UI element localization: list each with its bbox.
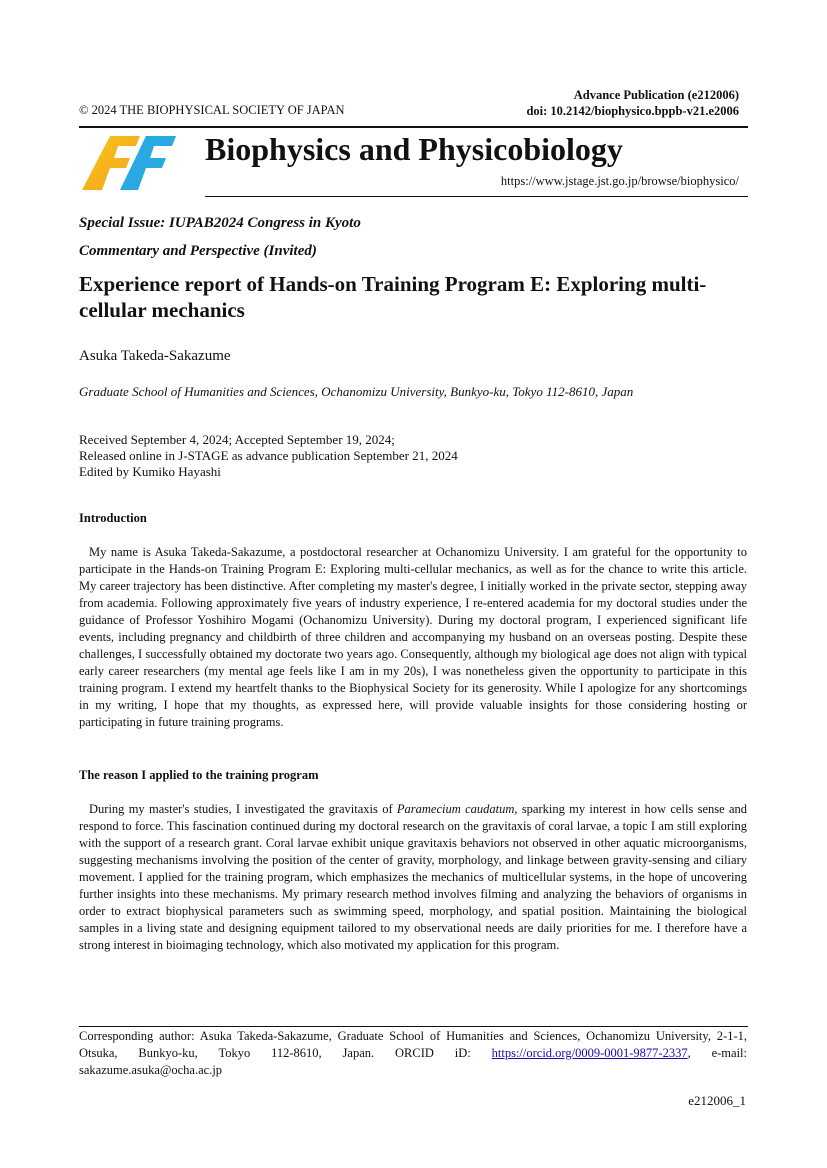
header-rule <box>79 126 748 128</box>
editor-line: Edited by Kumiko Hayashi <box>79 464 221 479</box>
footnote-text: Corresponding author: Asuka Takeda-Sakazume, Graduate School of Humanities and Sciences, Ochanomizu University, 2-1-1, Otsuka, Bunkyo-ku, Tokyo 112-8610, Japan. ORCID iD: <box>79 1029 747 1060</box>
journal-url[interactable]: https://www.jstage.jst.go.jp/browse/biophysico/ <box>500 174 739 188</box>
journal-rule <box>205 196 748 197</box>
reason-paragraph <box>79 801 747 954</box>
doi-label: doi: 10.2142/biophysico.bppb-v21.e2006 <box>526 104 739 118</box>
article-title: Experience report of Hands-on Training Program E: Exploring multi-cellular mechanics <box>79 272 707 322</box>
footnote-rule <box>79 1026 748 1027</box>
introduction-paragraph: My name is Asuka Takeda-Sakazume, a postdoctoral researcher at Ochanomizu University. I am grateful for the opportunity to participate in the Hands-on Training Program E: Exploring multi-cellular mechanics, as well as for the chance to write this article. My career trajectory has been distinctive. After completing my master's degree, I initially worked in the private sector, stepping away from academia. Following approximately five years of industry experience, I re-entered academia for my doctoral studies under the guidance of Professor Yoshihiro Mogami (Ochanomizu University). During my doctoral program, I experienced significant life events, including pregnancy and childbirth of three children and accompanying my husband on an overseas posting. Despite these challenges, I successfully obtained my doctorate two years ago. Consequently, although my biological age does not align with typical early career researchers (my mental age feels like I am in my 20s), I was nonetheless given the opportunity to participate in this training program. I extend my heartfelt thanks to the Biophysical Society for its generosity. While I apologize for any shortcomings in my writing, I hope that my thoughts, as expressed here, will provide valuable insights for those considering hosting or participating in future training programs. <box>79 545 747 729</box>
advance-publication-label: Advance Publication (e212006) <box>573 88 739 102</box>
corresponding-author-footnote <box>79 1028 747 1079</box>
copyright-notice: © 2024 THE BIOPHYSICAL SOCIETY OF JAPAN <box>79 103 345 117</box>
section-heading-reason: The reason I applied to the training program <box>79 768 319 782</box>
reason-text-rest: , sparking my interest in how cells sense and respond to force. This fascination continued during my doctoral research on the gravitaxis of coral larvae, a topic I am still exploring with the support of a research grant. Coral larvae exhibit unique gravitaxis behaviors not observed in other aquatic microorganisms, suggesting mechanisms involving the position of the center of gravity, morphology, and linkage between gravity-sensing and ciliary movement. I applied for the training program, which emphasizes the mechanics of multicellular systems, in the hope of uncovering further insights into these mechanisms. My primary research method involves filming and analyzing the behaviors of organisms in order to extract biophysical parameters such as swimming speed, morphology, and spatial position. Maintaining the biological samples in a living state and designing equipment tailored to my observational needs are daily priorities for me. I therefore have a strong interest in bioimaging technology, which also motivated my application for this program. <box>79 802 748 952</box>
section-heading-introduction: Introduction <box>79 511 147 525</box>
received-date: Received September 4, 2024; Accepted September 19, 2024; <box>79 432 395 447</box>
special-issue-label: Special Issue: IUPAB2024 Congress in Kyoto <box>79 215 361 231</box>
footnote-email: , e-mail: sakazume.asuka@ocha.ac.jp <box>79 1046 747 1077</box>
publication-info <box>526 87 739 119</box>
orcid-link[interactable]: https://orcid.org/0009-0001-9877-2337 <box>491 1046 688 1060</box>
article-dates <box>79 432 458 480</box>
released-date: Released online in J-STAGE as advance publication September 21, 2024 <box>79 448 458 463</box>
author-affiliation: Graduate School of Humanities and Sciences, Ochanomizu University, Bunkyo-ku, Tokyo 112-8610, Japan <box>79 384 634 399</box>
journal-title: Biophysics and Physicobiology <box>205 131 623 167</box>
species-name: Paramecium caudatum <box>396 802 515 816</box>
author-name: Asuka Takeda-Sakazume <box>79 348 231 364</box>
article-category: Commentary and Perspective (Invited) <box>79 243 317 259</box>
page-number: e212006_1 <box>688 1093 746 1108</box>
journal-logo-icon <box>80 134 178 192</box>
reason-text-start: During my master's studies, I investigated the gravitaxis of <box>89 802 397 816</box>
